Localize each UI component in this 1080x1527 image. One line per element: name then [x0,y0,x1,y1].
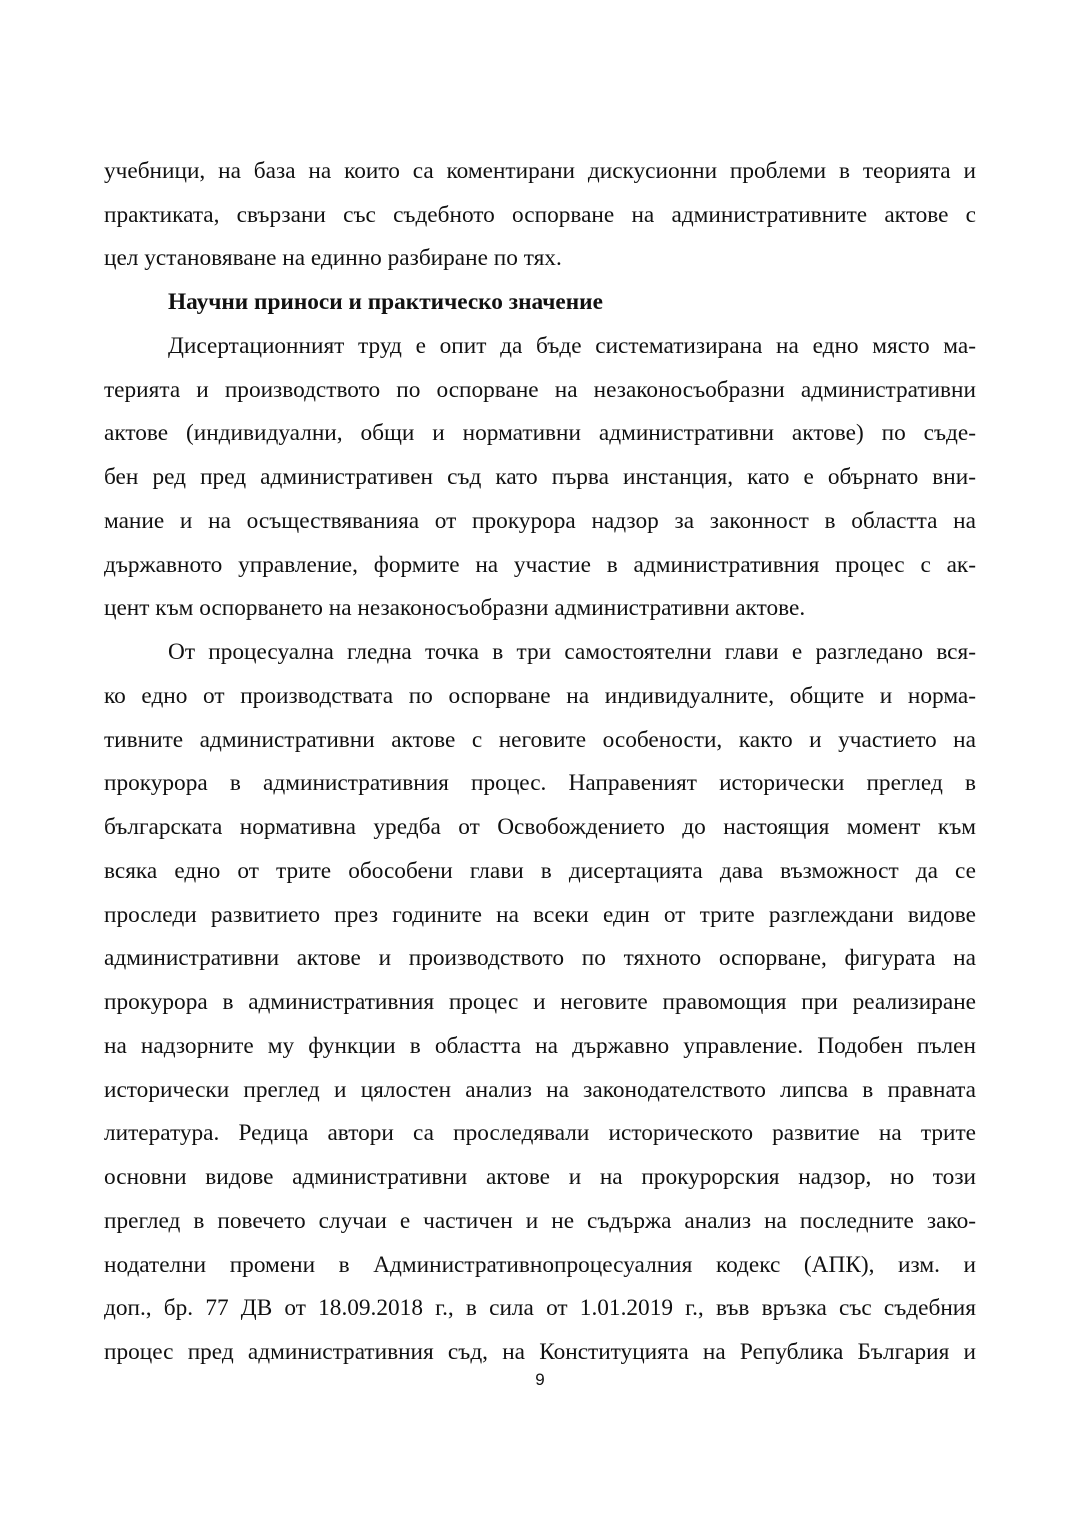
text-line-28: процес пред административния съд, на Конституцията на Република България и [104,1339,976,1365]
text-line-7: актове (индивидуални, общи и нормативни административни актове) по съде- [104,420,976,446]
text-line-24: основни видове административни актове и на прокурорския надзор, но този [104,1164,976,1190]
text-line-15: прокурора в административния процес. Направеният исторически преглед в [104,770,976,796]
text-line-8: бен ред пред административен съд като първа инстанция, като е обърнато вни- [104,464,976,490]
text-line-1: учебници, на база на които са коментирани дискусионни проблеми в теорията и [104,158,976,184]
text-line-20: прокурора в административния процес и неговите правомощия при реализиране [104,989,976,1015]
text-line-2: практиката, свързани със съдебното оспорване на административните актове с [104,202,976,228]
text-line-21: на надзорните му функции в областта на държавно управление. Подобен пълен [104,1033,976,1059]
text-line-16: българската нормативна уредба от Освобождението до настоящия момент към [104,814,976,840]
text-line-19: административни актове и производството по тяхното оспорване, фигурата на [104,945,976,971]
text-line-10: държавното управление, формите на участие в административния процес с ак- [104,552,976,578]
text-line-25: преглед в повечето случаи е частичен и не съдържа анализ на последните зако- [104,1208,976,1234]
text-line-18: проследи развитието през годините на всеки един от трите разглеждани видове [104,902,976,928]
text-line-17: всяка едно от трите обособени глави в дисертацията дава възможност да се [104,858,976,884]
page-number: 9 [535,1370,545,1389]
text-line-14: тивните административни актове с неговите особености, както и участието на [104,727,976,753]
text-line-9: мание и на осъществяванияа от прокурора надзор за законност в областта на [104,508,976,534]
text-line-6: терията и производството по оспорване на незаконосъобразни административни [104,377,976,403]
text-line-23: литература. Редица автори са проследявали историческото развитие на трите [104,1120,976,1146]
section-heading: Научни приноси и практическо значение [168,289,603,315]
text-line-3: цел установяване на единно разбиране по тях. [104,245,562,271]
text-line-13: ко едно от производствата по оспорване на индивидуалните, общите и норма- [104,683,976,709]
text-line-27: доп., бр. 77 ДВ от 18.09.2018 г., в сила от 1.01.2019 г., във връзка със съдебния [104,1295,976,1321]
text-line-11: цент към оспорването на незаконосъобразни административни актове. [104,595,806,621]
text-line-5: Дисертационният труд е опит да бъде систематизирана на едно място ма- [168,333,976,359]
text-line-12: От процесуална гледна точка в три самостоятелни глави е разгледано вся- [168,639,976,665]
text-line-22: исторически преглед и цялостен анализ на законодателството липсва в правната [104,1077,976,1103]
text-line-26: нодателни промени в Административнопроцесуалния кодекс (АПК), изм. и [104,1252,976,1278]
